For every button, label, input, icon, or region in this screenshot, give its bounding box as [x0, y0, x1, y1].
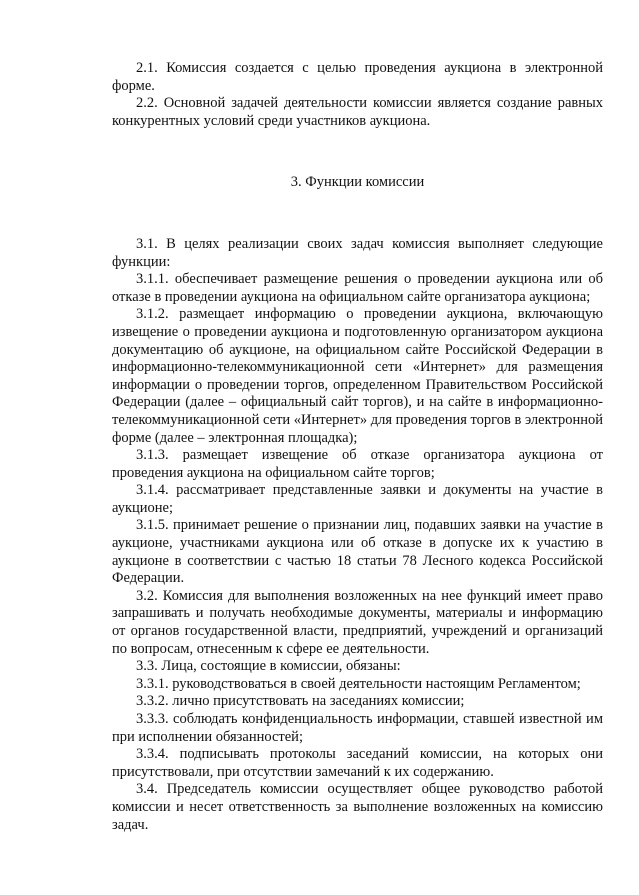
paragraph-3-3-3: 3.3.3. соблюдать конфиденциальность информации, ставшей известной им при исполнении обязанностей; [112, 711, 603, 745]
paragraph-3-1-1: 3.1.1. обеспечивает размещение решения о проведении аукциона или об отказе в проведении аукциона на официальном сайте организатора аукциона; [112, 271, 603, 305]
paragraph-3-1-3: 3.1.3. размещает извещение об отказе организатора аукциона от проведения аукциона на официальном сайте торгов; [112, 447, 603, 481]
section-3-title: 3. Функции комиссии [290, 174, 425, 191]
paragraph-3-1-2: 3.1.2. размещает информацию о проведении аукциона, включающую извещение о проведении аукциона и подготовленную организатором аукциона документацию об аукционе, на официальном сайте Российской Федерации в информационно-телекоммуникационной сети «Интернет» для размещения информации о проведении торгов, определенном Правительством Российской Федерации (далее – официальный сайт торгов), и на сайте в информационно-телекоммуникационной сети «Интернет» для проведения торгов в электронной форме (далее – электронная площадка); [112, 306, 603, 446]
paragraph-3-4: 3.4. Председатель комиссии осуществляет общее руководство работой комиссии и несет ответственность за выполнение возложенных на комиссию задач. [112, 781, 603, 833]
paragraph-3-3-2: 3.3.2. лично присутствовать на заседаниях комиссии; [136, 693, 465, 710]
paragraph-3-3: 3.3. Лица, состоящие в комиссии, обязаны: [136, 658, 401, 675]
paragraph-3-3-4: 3.3.4. подписывать протоколы заседаний комиссии, на которых они присутствовали, при отсутствии замечаний к их содержанию. [112, 746, 603, 780]
paragraph-2-2: 2.2. Основной задачей деятельности комиссии является создание равных конкурентных условий среди участников аукциона. [112, 95, 603, 129]
paragraph-2-1: 2.1. Комиссия создается с целью проведения аукциона в электронной форме. [112, 60, 603, 94]
paragraph-3-1-4: 3.1.4. рассматривает представленные заявки и документы на участие в аукционе; [112, 482, 603, 516]
paragraph-3-1-5: 3.1.5. принимает решение о признании лиц, подавших заявки на участие в аукционе, участниками аукциона или об отказе в допуске их к участию в аукционе в соответствии с частью 18 статьи 78 Лесного кодекса Российской Федерации. [112, 517, 603, 587]
paragraph-3-3-1: 3.3.1. руководствоваться в своей деятельности настоящим Регламентом; [136, 675, 581, 692]
paragraph-3-2: 3.2. Комиссия для выполнения возложенных на нее функций имеет право запрашивать и получать необходимые документы, материалы и информацию от органов государственной власти, предприятий, учреждений и организаций по вопросам, отнесенным к сфере ее деятельности. [112, 587, 603, 657]
paragraph-3-1: 3.1. В целях реализации своих задач комиссия выполняет следующие функции: [112, 235, 603, 270]
